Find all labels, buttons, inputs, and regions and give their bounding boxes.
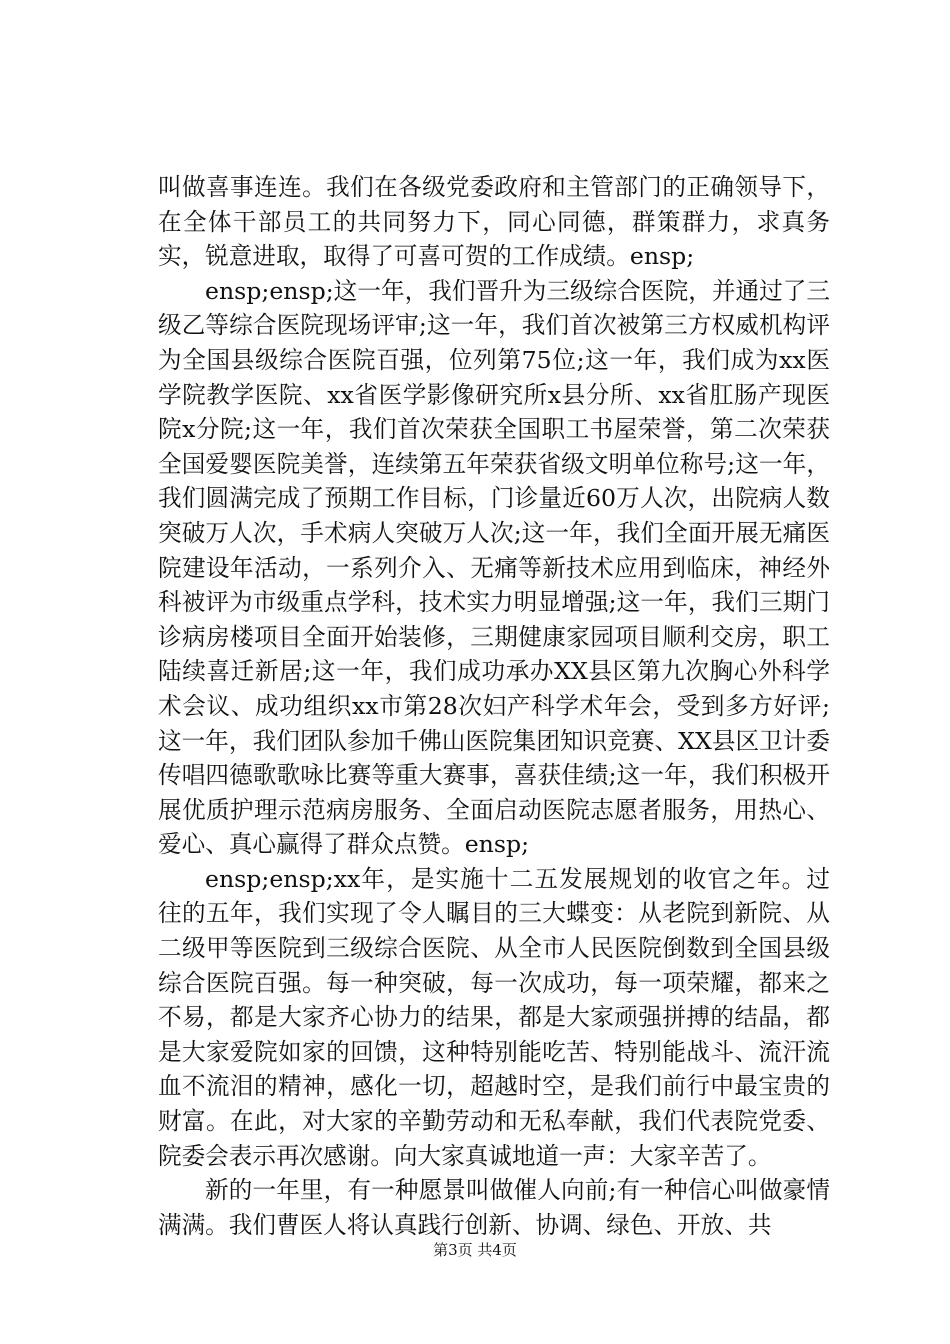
paragraph-2: ensp;ensp;这一年，我们晋升为三级综合医院，并通过了三级乙等综合医院现场评审;这一年，我们首次被第三方权威机构评为全国县级综合医院百强，位列第75位;这一年，我们成为xx医学院教学医院、xx省医学影像研究所x县分所、xx省肛肠产现医院x分院;这一年，我们首次荣获全国职工书屋荣誉，第二次荣获全国爱婴医院美誉，连续第五年荣获省级文明单位称号;这一年，我们圆满完成了预期工作目标，门诊量近60万人次，出院病人数突破万人次，手术病人突破万人次;这一年，我们全面开展无痛医院建设年活动，一系列介入、无痛等新技术应用到临床，神经外科被评为市级重点学科，技术实力明显增强;这一年，我们三期门诊病房楼项目全面开始装修，三期健康家园项目顺利交房，职工陆续喜迁新居;这一年，我们成功承办XX县区第九次胸心外科学术会议、成功组织xx市第28次妇产科学术年会，受到多方好评;这一年，我们团队参加千佛山医院集团知识竞赛、XX县区卫计委传唱四德歌歌咏比赛等重大赛事，喜获佳绩;这一年，我们积极开展优质护理示范病房服务、全面启动医院志愿者服务，用热心、爱心、真心赢得了群众点赞。ensp;	[158, 276, 830, 859]
paragraph-3: ensp;ensp;xx年，是实施十二五发展规划的收官之年。过往的五年，我们实现了令人瞩目的三大蝶变：从老院到新院、从二级甲等医院到三级综合医院、从全市人民医院倒数到全国县级综合医院百强。每一种突破，每一次成功，每一项荣耀，都来之不易，都是大家齐心协力的结果，都是大家顽强拼搏的结晶，都是大家爱院如家的回馈，这种特别能吃苦、特别能战斗、流汗流血不流泪的精神，感化一切，超越时空，是我们前行中最宝贵的财富。在此，对大家的辛勤劳动和无私奉献，我们代表院党委、院委会表示再次感谢。向大家真诚地道一声：大家辛苦了。	[158, 864, 830, 1170]
paragraph-1: 叫做喜事连连。我们在各级党委政府和主管部门的正确领导下，在全体干部员工的共同努力下，同心同德，群策群力，求真务实，锐意进取，取得了可喜可贺的工作成绩。ensp;	[158, 173, 830, 271]
paragraph-4: 新的一年里，有一种愿景叫做催人向前;有一种信心叫做豪情满满。我们曹医人将认真践行创新、协调、绿色、开放、共	[158, 1176, 830, 1239]
page-footer: 第3页 共4页	[433, 1241, 517, 1259]
document-body	[158, 170, 830, 1242]
